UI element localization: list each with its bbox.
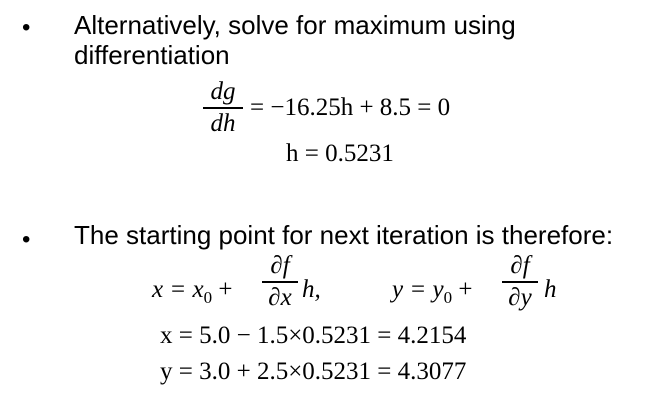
- y-lhs-text: y = y: [392, 276, 444, 303]
- equation-h-value: h = 0.5231: [286, 140, 394, 167]
- y-subscript: 0: [443, 288, 453, 307]
- fraction-bar: [262, 281, 298, 283]
- fraction-bar: [502, 281, 538, 283]
- fraction-df-dy: [502, 252, 538, 312]
- fraction-denominator: ∂y: [508, 283, 532, 311]
- x-plus: +: [218, 276, 233, 303]
- fraction-bar: [203, 107, 243, 109]
- fraction-denominator: dh: [210, 109, 236, 137]
- fraction-dg-dh: [203, 78, 243, 138]
- x-subscript: 0: [203, 288, 213, 307]
- fraction-denominator: ∂x: [268, 283, 292, 311]
- equation-derivative-zero: = −16.25h + 8.5 = 0: [250, 94, 451, 121]
- text-line-alternatively: Alternatively, solve for maximum using: [74, 10, 516, 40]
- bullet-2: •: [22, 226, 31, 253]
- equation-y-result: y = 3.0 + 2.5×0.5231 = 4.3077: [160, 358, 467, 385]
- x-update-tail: h,: [302, 276, 321, 303]
- text-line-starting-point: The starting point for next iteration is therefore:: [74, 220, 614, 250]
- bullet-1: •: [22, 14, 31, 41]
- x-update-lhs: [152, 276, 233, 307]
- y-update-lhs: [392, 276, 473, 307]
- fraction-numerator: dg: [210, 78, 236, 105]
- y-update-tail: h: [544, 276, 557, 303]
- fraction-numerator: ∂f: [270, 252, 290, 279]
- equation-x-result: x = 5.0 − 1.5×0.5231 = 4.2154: [160, 322, 467, 349]
- x-lhs-text: x = x: [152, 276, 204, 303]
- text-line-differentiation: differentiation: [74, 40, 230, 70]
- y-plus: +: [458, 276, 473, 303]
- fraction-numerator: ∂f: [510, 252, 530, 279]
- fraction-df-dx: [262, 252, 298, 312]
